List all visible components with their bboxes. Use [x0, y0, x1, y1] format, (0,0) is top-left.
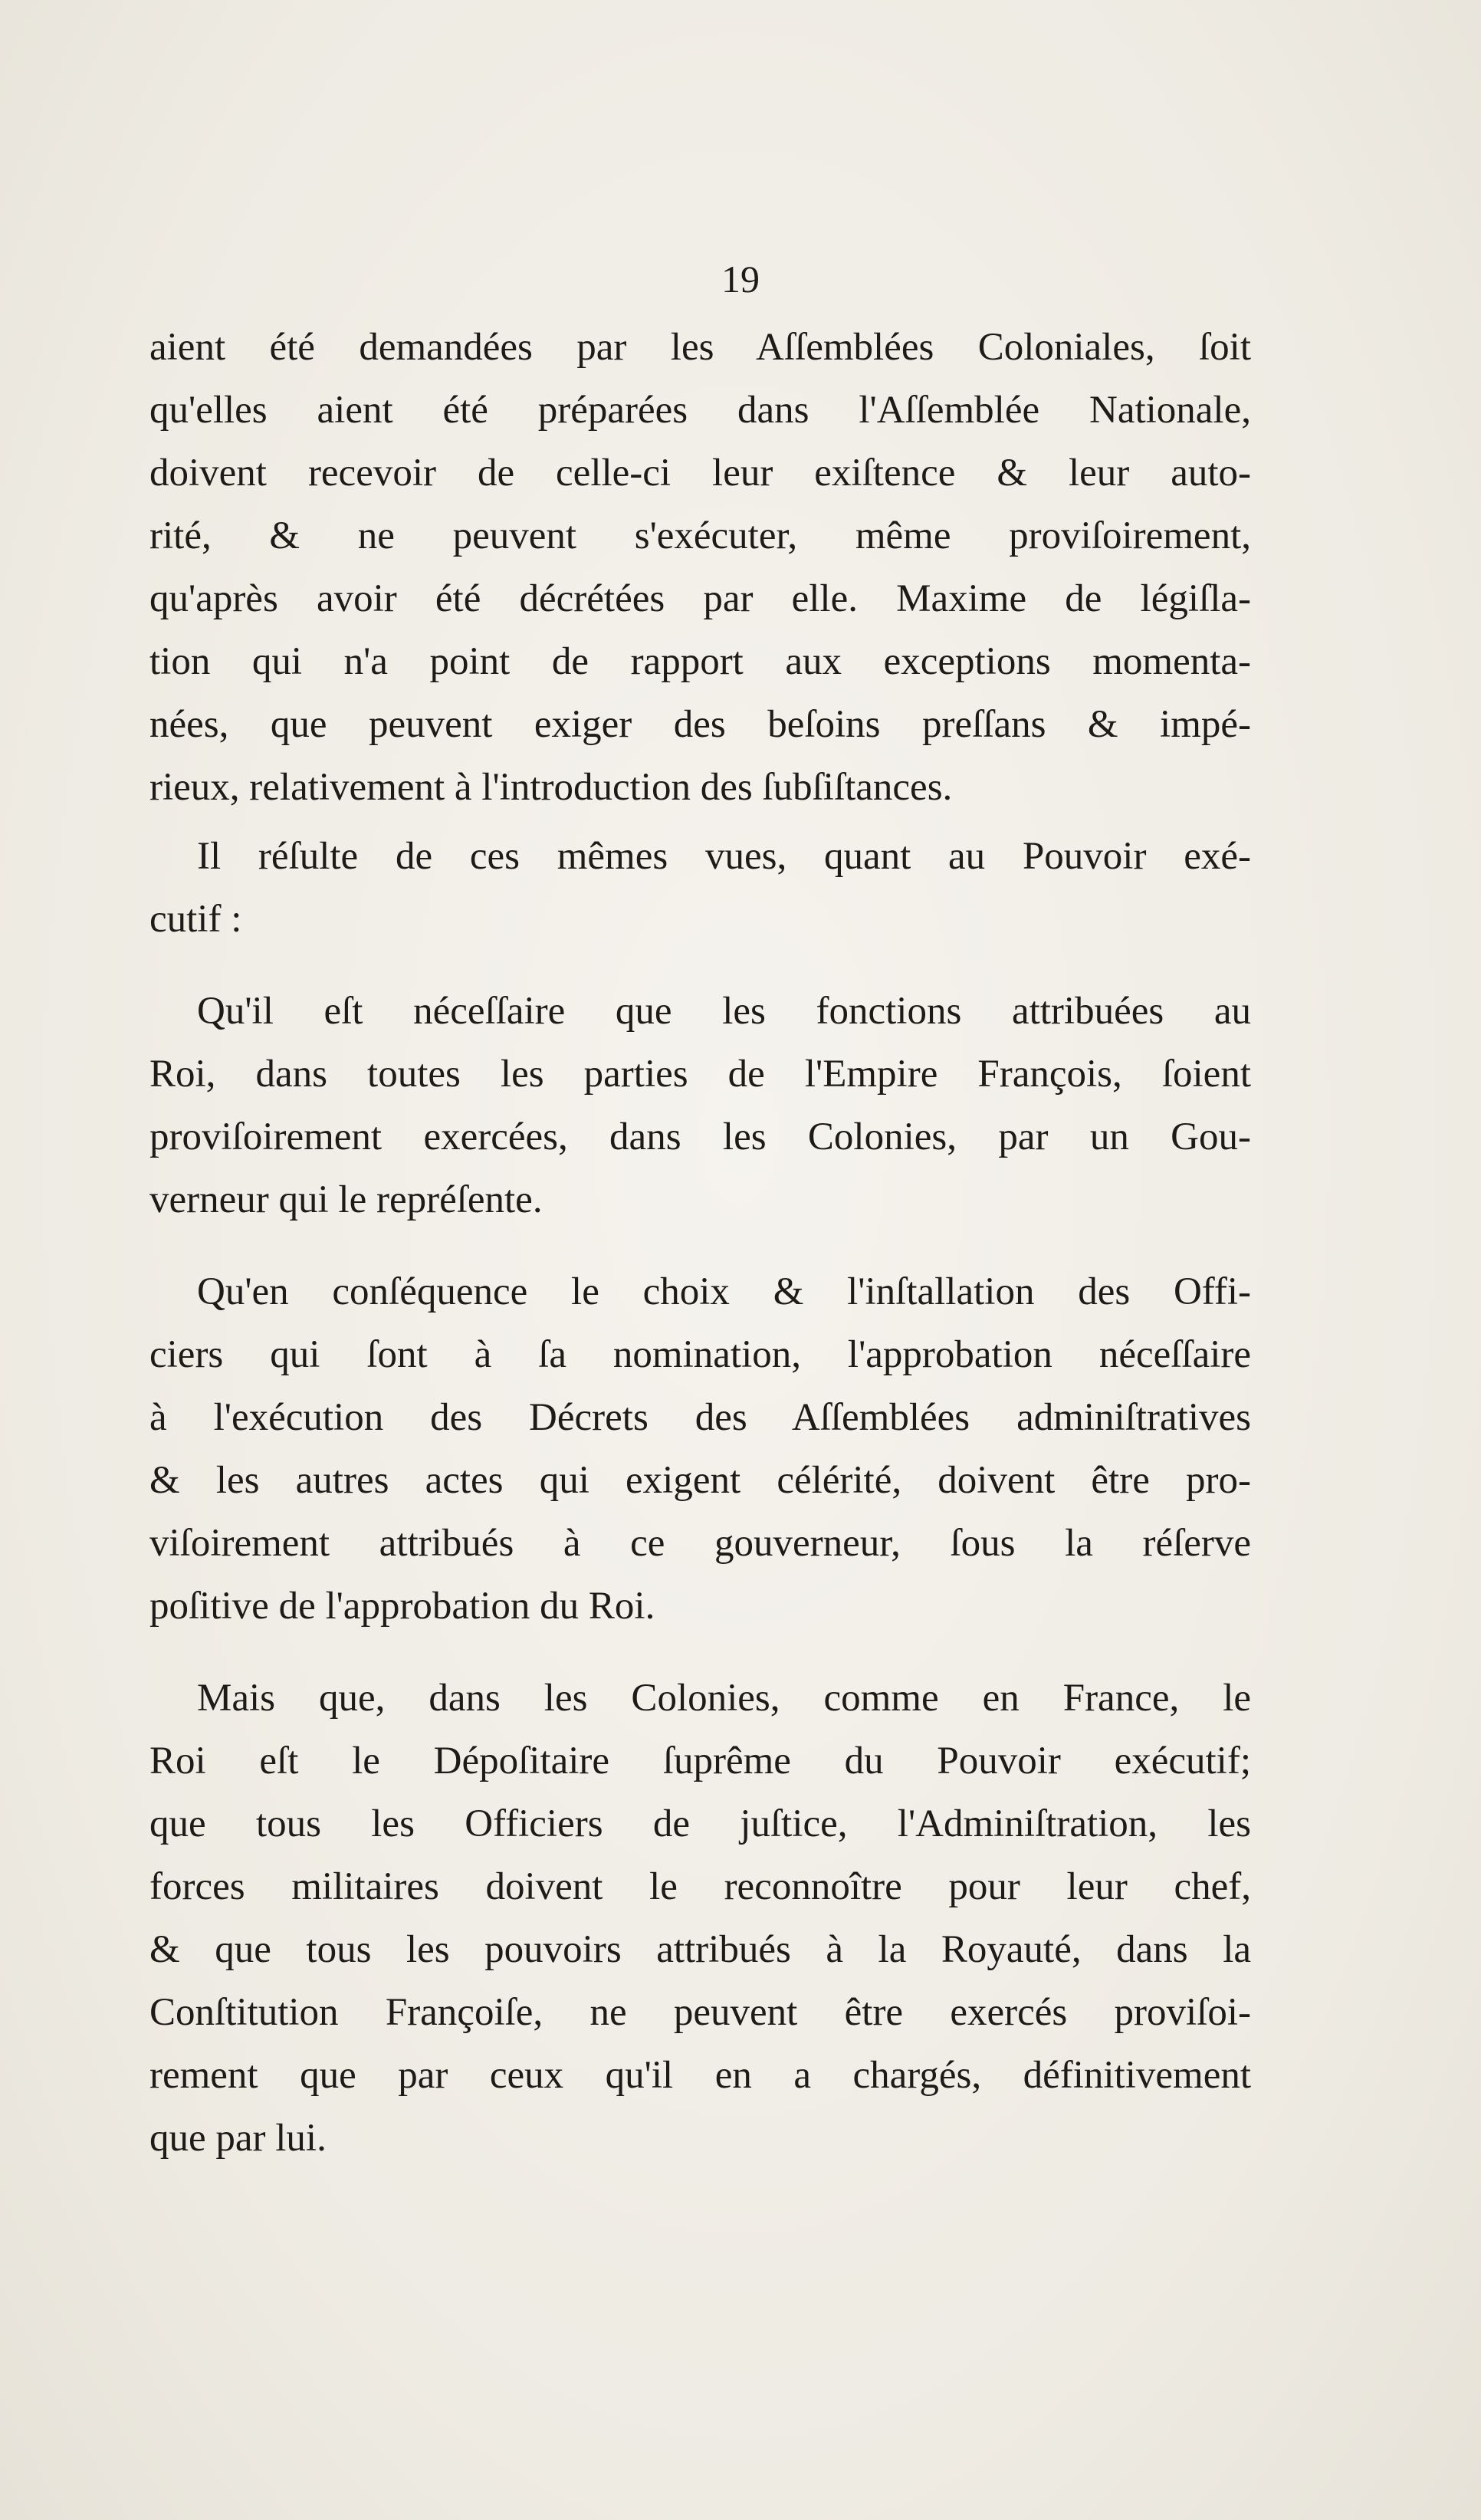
text-line: Mais que, dans les Colonies, comme en France, le	[197, 1677, 1251, 1720]
text-line: qu'après avoir été décrétées par elle. Maxime de légiſla-	[149, 577, 1251, 620]
paragraph	[149, 825, 1251, 951]
text-line: tion qui n'a point de rapport aux exceptions momenta-	[149, 640, 1251, 683]
text-line: & que tous les pouvoirs attribués à la Royauté, dans la	[149, 1928, 1251, 1971]
text-line: que tous les Officiers de juſtice, l'Adminiſtration, les	[149, 1802, 1251, 1845]
text-line: forces militaires doivent le reconnoître pour leur chef,	[149, 1865, 1251, 1908]
text-line: à l'exécution des Décrets des Aſſemblées adminiſtratives	[149, 1396, 1251, 1439]
text-line: Qu'en conſéquence le choix & l'inſtallation des Offi-	[197, 1270, 1251, 1313]
text-line: cutif :	[149, 898, 242, 941]
text-line: Il réſulte de ces mêmes vues, quant au Pouvoir exé-	[197, 835, 1251, 878]
text-line: Qu'il eſt néceſſaire que les fonctions attribuées au	[197, 990, 1251, 1033]
text-line: que par lui.	[149, 2117, 327, 2160]
text-line: verneur qui le repréſente.	[149, 1178, 543, 1221]
text-line: Roi eſt le Dépoſitaire ſuprême du Pouvoir exécutif;	[149, 1740, 1251, 1782]
text-line: qu'elles aient été préparées dans l'Aſſemblée Nationale,	[149, 389, 1251, 432]
paragraph	[149, 316, 1251, 819]
paragraph	[149, 1260, 1251, 1638]
paragraph	[149, 980, 1251, 1231]
text-line: nées, que peuvent exiger des beſoins preſſans & impé-	[149, 703, 1251, 746]
text-line: Conſtitution Françoiſe, ne peuvent être exercés proviſoi-	[149, 1991, 1251, 2034]
paragraph	[149, 1667, 1251, 2170]
text-line: viſoirement attribués à ce gouverneur, ſous la réſerve	[149, 1522, 1251, 1565]
text-line: poſitive de l'approbation du Roi.	[149, 1585, 655, 1628]
page-number: 19	[721, 258, 760, 301]
text-line: rité, & ne peuvent s'exécuter, même proviſoirement,	[149, 514, 1251, 557]
page-body-text	[149, 316, 1251, 2199]
text-line: Roi, dans toutes les parties de l'Empire François, ſoient	[149, 1053, 1251, 1096]
text-line: rement que par ceux qu'il en a chargés, définitivement	[149, 2054, 1251, 2097]
text-line: aient été demandées par les Aſſemblées Coloniales, ſoit	[149, 326, 1251, 369]
text-line: & les autres actes qui exigent célérité, doivent être pro-	[149, 1459, 1251, 1502]
text-line: proviſoirement exercées, dans les Colonies, par un Gou-	[149, 1115, 1251, 1158]
text-line: doivent recevoir de celle-ci leur exiſtence & leur auto-	[149, 452, 1251, 494]
text-line: rieux, relativement à l'introduction des ſubſiſtances.	[149, 766, 953, 809]
text-line: ciers qui ſont à ſa nomination, l'approbation néceſſaire	[149, 1333, 1251, 1376]
